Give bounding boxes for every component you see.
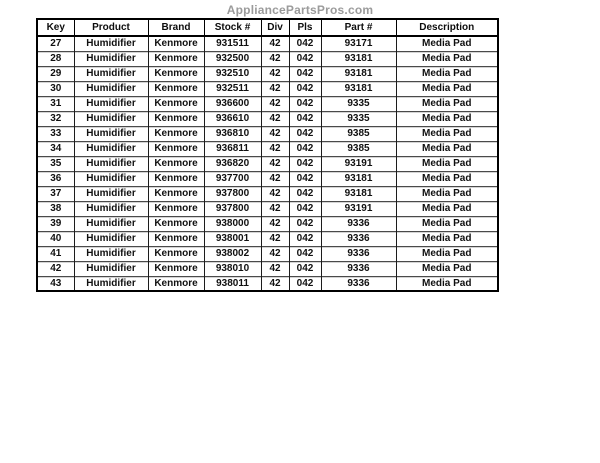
table-cell: Media Pad: [396, 96, 498, 111]
table-cell: 042: [289, 36, 321, 51]
table-cell: Kenmore: [148, 111, 204, 126]
table-cell: Media Pad: [396, 141, 498, 156]
table-row: [37, 186, 498, 201]
table-cell: Humidifier: [74, 96, 148, 111]
table-cell: 37: [37, 186, 74, 201]
table-cell: 936600: [204, 96, 261, 111]
table-cell: Kenmore: [148, 201, 204, 216]
table-cell: Humidifier: [74, 51, 148, 66]
table-cell: 42: [261, 201, 289, 216]
table-cell: 042: [289, 231, 321, 246]
table-header-row: [37, 19, 498, 36]
table-cell: 41: [37, 246, 74, 261]
table-cell: 42: [261, 51, 289, 66]
table-cell: Kenmore: [148, 96, 204, 111]
table-cell: 42: [261, 156, 289, 171]
table-cell: 27: [37, 36, 74, 51]
table-cell: Media Pad: [396, 276, 498, 291]
table-cell: Kenmore: [148, 66, 204, 81]
table-cell: Kenmore: [148, 156, 204, 171]
table-cell: Humidifier: [74, 126, 148, 141]
table-cell: 937800: [204, 201, 261, 216]
table-cell: Kenmore: [148, 216, 204, 231]
table-cell: 938010: [204, 261, 261, 276]
table-cell: 42: [261, 141, 289, 156]
table-cell: 9385: [321, 141, 396, 156]
column-header: Key: [37, 19, 74, 36]
table-cell: 042: [289, 261, 321, 276]
table-cell: 932500: [204, 51, 261, 66]
table-cell: 9336: [321, 231, 396, 246]
table-row: [37, 156, 498, 171]
table-cell: Humidifier: [74, 276, 148, 291]
table-row: [37, 141, 498, 156]
table-cell: 938001: [204, 231, 261, 246]
table-cell: 042: [289, 171, 321, 186]
table-cell: 042: [289, 126, 321, 141]
table-cell: 936810: [204, 126, 261, 141]
table-cell: 42: [261, 96, 289, 111]
table-cell: Media Pad: [396, 186, 498, 201]
table-cell: Humidifier: [74, 36, 148, 51]
table-cell: 937800: [204, 186, 261, 201]
table-cell: 936610: [204, 111, 261, 126]
table-cell: 932511: [204, 81, 261, 96]
table-cell: Humidifier: [74, 216, 148, 231]
table-cell: 9336: [321, 246, 396, 261]
table-row: [37, 171, 498, 186]
table-cell: Kenmore: [148, 231, 204, 246]
table-row: [37, 261, 498, 276]
table-cell: 93191: [321, 156, 396, 171]
table-cell: 931511: [204, 36, 261, 51]
table-cell: 93181: [321, 171, 396, 186]
table-cell: Media Pad: [396, 66, 498, 81]
table-cell: 43: [37, 276, 74, 291]
table-cell: 42: [37, 261, 74, 276]
table-cell: 938000: [204, 216, 261, 231]
table-cell: 38: [37, 201, 74, 216]
table-cell: Humidifier: [74, 156, 148, 171]
table-cell: Kenmore: [148, 126, 204, 141]
table-cell: 29: [37, 66, 74, 81]
table-cell: Media Pad: [396, 111, 498, 126]
table-cell: 34: [37, 141, 74, 156]
table-body: [37, 36, 498, 291]
table-cell: 042: [289, 216, 321, 231]
table-cell: Humidifier: [74, 261, 148, 276]
table-cell: 42: [261, 81, 289, 96]
table-cell: 9336: [321, 261, 396, 276]
table-cell: 936811: [204, 141, 261, 156]
column-header: Div: [261, 19, 289, 36]
table-row: [37, 66, 498, 81]
table-cell: 42: [261, 231, 289, 246]
table-cell: Humidifier: [74, 186, 148, 201]
table-cell: 042: [289, 96, 321, 111]
table-cell: 42: [261, 66, 289, 81]
table-cell: Kenmore: [148, 36, 204, 51]
table-cell: 938011: [204, 276, 261, 291]
table-cell: 42: [261, 216, 289, 231]
table-cell: Humidifier: [74, 231, 148, 246]
table-cell: Humidifier: [74, 246, 148, 261]
parts-table: [36, 18, 499, 292]
table-cell: Humidifier: [74, 201, 148, 216]
table-cell: 32: [37, 111, 74, 126]
table-row: [37, 81, 498, 96]
table-cell: Kenmore: [148, 246, 204, 261]
table-cell: 93191: [321, 201, 396, 216]
table-cell: Media Pad: [396, 36, 498, 51]
table-cell: 042: [289, 246, 321, 261]
table-cell: 9335: [321, 111, 396, 126]
table-cell: 42: [261, 186, 289, 201]
table-cell: 42: [261, 261, 289, 276]
table-cell: 39: [37, 216, 74, 231]
table-cell: 42: [261, 276, 289, 291]
table-row: [37, 111, 498, 126]
table-cell: 35: [37, 156, 74, 171]
table-cell: 36: [37, 171, 74, 186]
table-cell: 042: [289, 51, 321, 66]
table-cell: 042: [289, 156, 321, 171]
table-cell: 93181: [321, 66, 396, 81]
table-cell: Media Pad: [396, 126, 498, 141]
table-cell: 40: [37, 231, 74, 246]
table-cell: 932510: [204, 66, 261, 81]
table-row: [37, 276, 498, 291]
table-cell: 042: [289, 81, 321, 96]
table-cell: Kenmore: [148, 261, 204, 276]
parts-table-container: [36, 18, 499, 292]
table-row: [37, 96, 498, 111]
table-cell: Media Pad: [396, 231, 498, 246]
table-cell: 937700: [204, 171, 261, 186]
table-cell: Kenmore: [148, 171, 204, 186]
table-cell: Media Pad: [396, 261, 498, 276]
table-cell: Media Pad: [396, 246, 498, 261]
table-cell: 30: [37, 81, 74, 96]
table-cell: 936820: [204, 156, 261, 171]
table-cell: 42: [261, 246, 289, 261]
table-cell: Media Pad: [396, 216, 498, 231]
table-cell: 042: [289, 141, 321, 156]
table-cell: 042: [289, 66, 321, 81]
table-cell: 93181: [321, 81, 396, 96]
table-row: [37, 246, 498, 261]
table-cell: 42: [261, 111, 289, 126]
table-cell: Media Pad: [396, 201, 498, 216]
table-cell: 93181: [321, 51, 396, 66]
table-cell: 9385: [321, 126, 396, 141]
table-row: [37, 36, 498, 51]
table-cell: 042: [289, 186, 321, 201]
table-cell: Kenmore: [148, 276, 204, 291]
table-cell: Kenmore: [148, 141, 204, 156]
column-header: Description: [396, 19, 498, 36]
table-cell: 9336: [321, 276, 396, 291]
table-cell: Kenmore: [148, 186, 204, 201]
table-row: [37, 201, 498, 216]
table-cell: 42: [261, 36, 289, 51]
table-cell: Humidifier: [74, 141, 148, 156]
table-cell: 93171: [321, 36, 396, 51]
table-cell: 042: [289, 111, 321, 126]
column-header: Stock #: [204, 19, 261, 36]
table-cell: 31: [37, 96, 74, 111]
table-cell: Humidifier: [74, 81, 148, 96]
table-cell: 9335: [321, 96, 396, 111]
table-cell: 938002: [204, 246, 261, 261]
table-cell: 28: [37, 51, 74, 66]
table-row: [37, 231, 498, 246]
column-header: Pls: [289, 19, 321, 36]
table-cell: 42: [261, 171, 289, 186]
table-row: [37, 126, 498, 141]
table-cell: Kenmore: [148, 81, 204, 96]
table-cell: Kenmore: [148, 51, 204, 66]
column-header: Product: [74, 19, 148, 36]
table-cell: Humidifier: [74, 66, 148, 81]
table-cell: Media Pad: [396, 171, 498, 186]
column-header: Part #: [321, 19, 396, 36]
table-cell: Media Pad: [396, 81, 498, 96]
column-header: Brand: [148, 19, 204, 36]
site-title: AppliancePartsPros.com: [226, 3, 374, 17]
table-cell: 33: [37, 126, 74, 141]
table-row: [37, 51, 498, 66]
table-cell: 042: [289, 201, 321, 216]
table-cell: 42: [261, 126, 289, 141]
table-row: [37, 216, 498, 231]
table-cell: 042: [289, 276, 321, 291]
table-cell: Media Pad: [396, 51, 498, 66]
table-cell: 93181: [321, 186, 396, 201]
table-cell: Media Pad: [396, 156, 498, 171]
table-cell: 9336: [321, 216, 396, 231]
table-cell: Humidifier: [74, 111, 148, 126]
table-cell: Humidifier: [74, 171, 148, 186]
